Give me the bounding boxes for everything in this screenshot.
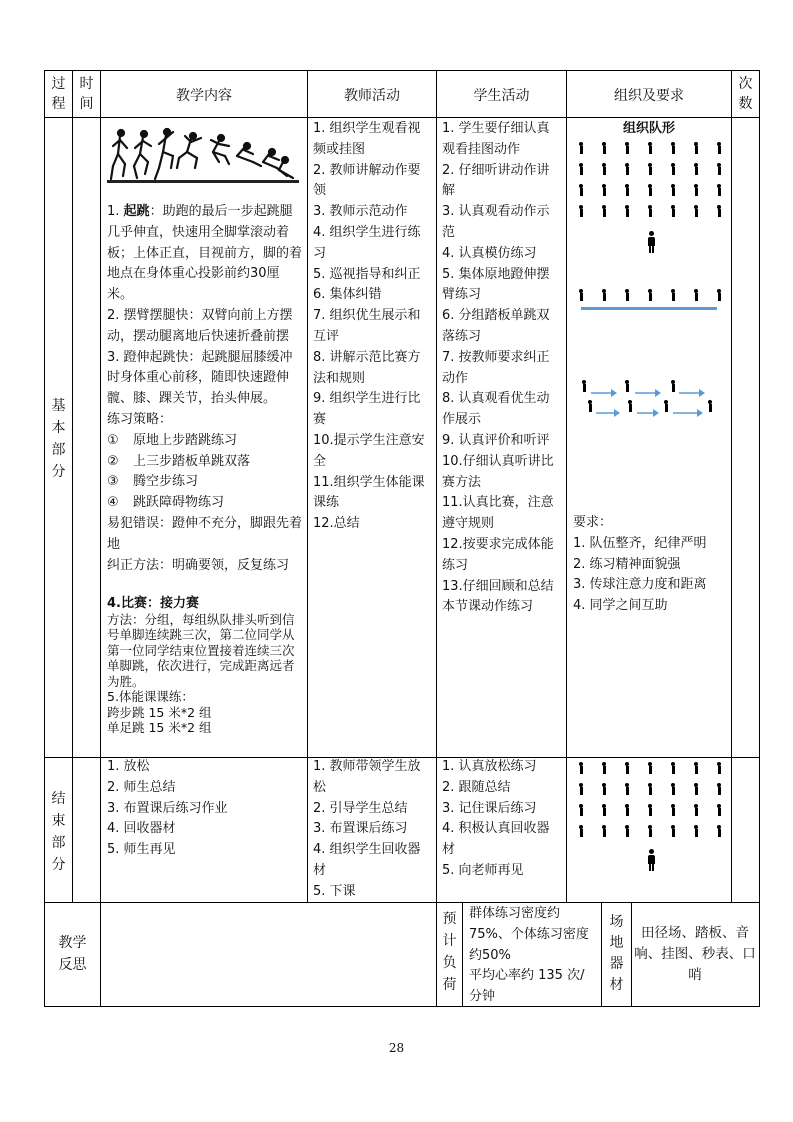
load-info (469, 904, 597, 1008)
content-item-2 (107, 306, 303, 348)
content-item-1-title: 起跳 (123, 204, 150, 219)
ending-teacher-item: 2. 引导学生总结 (313, 800, 408, 816)
student-item: 9. 认真评价和听评 (442, 432, 550, 448)
strategy-4 (107, 493, 303, 514)
student-figure (716, 783, 722, 795)
basic-section-label (45, 395, 72, 483)
load-text: 群体练习密度约75%、个体练习密度约50% (469, 906, 589, 963)
match-text: 方法：分组，每组纵队排头听到信号单脚连续跳三次，第二位同学从第一位同学结束位置接着连续三次单脚跳，依次进行，完成距离远者为胜。 (107, 611, 295, 689)
fitness-1: 跨步跳 15 米*2 组 (107, 704, 212, 720)
student-figure (670, 762, 676, 774)
student-figure (670, 783, 676, 795)
student-figure (647, 825, 653, 837)
student-item: 11.认真比赛，注意遵守规则 (442, 495, 554, 532)
strategy-label: 练习策略： (107, 411, 173, 427)
student-figure (716, 142, 722, 154)
student-figure (624, 289, 630, 301)
basic-teacher-list (313, 119, 431, 535)
basic-match (107, 596, 303, 736)
ending-section-label (45, 788, 72, 876)
student-figure (647, 289, 653, 301)
student-figure (716, 825, 722, 837)
student-figure (624, 825, 630, 837)
student-figure (647, 762, 653, 774)
content-item-2-num: 2. (107, 307, 124, 323)
header-organization: 组织及要求 (614, 88, 684, 104)
arrow-icon (673, 402, 703, 410)
ending-content-item: 3. 布置课后练习作业 (107, 800, 228, 816)
page-number: 28 (388, 1041, 405, 1055)
ending-content-item: 5. 师生再见 (107, 842, 176, 858)
student-figure (601, 762, 607, 774)
student-figure (647, 205, 653, 217)
ending-student-item: 5. 向老师再见 (442, 862, 524, 878)
header-count-text: 次数 (738, 76, 753, 112)
student-figure (601, 825, 607, 837)
student-figure (601, 184, 607, 196)
teacher-item: 11.组织学生体能课课练 (313, 474, 425, 511)
teacher-item: 3. 教师示范动作 (313, 204, 408, 220)
arrow-icon (635, 382, 661, 390)
teacher-item: 2. 教师讲解动作要领 (313, 162, 421, 199)
student-figure (578, 205, 584, 217)
fitness-title: 5.体能课课练： (107, 689, 194, 704)
req-item: 2. 练习精神面貌强 (573, 556, 681, 572)
ending-student-item: 2. 跟随总结 (442, 779, 511, 795)
ending-content-item: 1. 放松 (107, 759, 150, 774)
student-figure (647, 163, 653, 175)
strategy-1 (107, 431, 303, 452)
strategy-2 (107, 452, 303, 473)
ending-section-label-text: 结束部分 (51, 791, 66, 873)
teacher-item: 6. 集体纠错 (313, 287, 382, 303)
student-item: 2. 仔细听讲动作讲解 (442, 162, 550, 199)
student-figure (670, 142, 676, 154)
arrow-icon (637, 402, 659, 410)
student-figure (624, 783, 630, 795)
teacher-item: 10.提示学生注意安全 (313, 432, 425, 469)
student-figure (693, 205, 699, 217)
student-figure (670, 289, 676, 301)
header-student: 学生活动 (473, 88, 530, 104)
ending-teacher-item: 4. 组织学生回收器材 (313, 842, 421, 878)
student-figure (601, 783, 607, 795)
student-figure (578, 804, 584, 816)
teacher-item: 4. 组织学生进行练习 (313, 224, 421, 261)
fix-text: 纠正方法：明确要领，反复练习 (107, 557, 290, 573)
long-jump-illustration (107, 124, 299, 184)
ending-student-list (442, 757, 562, 882)
reflection-label-text: 教学反思 (58, 935, 87, 973)
student-figure (670, 804, 676, 816)
student-figure (670, 825, 676, 837)
student-figure (624, 762, 630, 774)
content-item-1-num: 1. (107, 204, 124, 219)
student-item: 6. 分组踏板单跳双落练习 (442, 308, 550, 344)
teacher-figure (646, 231, 656, 253)
student-figure (578, 289, 584, 301)
student-item: 4. 认真模仿练习 (442, 245, 537, 261)
student-figure (624, 163, 630, 175)
student-figure (716, 289, 722, 301)
student-figure (707, 400, 713, 412)
student-figure (716, 762, 722, 774)
student-figure (670, 163, 676, 175)
student-figure (578, 783, 584, 795)
student-figure (693, 825, 699, 837)
ending-teacher-item: 5. 下课 (313, 883, 356, 899)
heart-rate: 平均心率约 135 次/分钟 (469, 968, 585, 1005)
org-title: 组织队形 (622, 121, 675, 136)
ending-student-item: 1. 认真放松练习 (442, 759, 537, 774)
student-figure (693, 163, 699, 175)
student-item: 10.仔细认真听讲比赛方法 (442, 453, 554, 490)
ending-student-item: 3. 记住课后练习 (442, 800, 537, 816)
student-figure (693, 783, 699, 795)
student-figure (624, 184, 630, 196)
teacher-item: 1. 组织学生观看视频或挂图 (313, 121, 421, 157)
student-item: 13.仔细回顾和总结本节课动作练习 (442, 578, 554, 615)
fitness-2: 单足跳 15 米*2 组 (107, 720, 212, 735)
student-item: 12.按要求完成体能练习 (442, 536, 554, 573)
student-figure (693, 142, 699, 154)
teacher-item: 12.总结 (313, 516, 360, 532)
student-figure (578, 184, 584, 196)
header-time (73, 74, 100, 114)
arrow-icon (591, 382, 617, 390)
arrow-icon (679, 382, 705, 390)
student-item: 3. 认真观看动作示范 (442, 204, 550, 240)
student-figure (601, 163, 607, 175)
match-title: 4.比赛：接力赛 (107, 596, 199, 611)
student-figure (693, 762, 699, 774)
header-process (45, 74, 72, 114)
student-figure (670, 380, 676, 392)
basic-section-label-text: 基本部分 (51, 398, 66, 480)
header-process-text: 过程 (51, 76, 66, 112)
strategy-4-mark: ④ (107, 495, 119, 511)
student-figure (578, 825, 584, 837)
strategy-4-text: 跳跃障碍物练习 (133, 495, 225, 511)
student-figure (647, 804, 653, 816)
arrow-icon (596, 402, 620, 410)
header-count (732, 74, 759, 114)
student-figure (693, 184, 699, 196)
ending-teacher-item: 1. 教师带领学生放松 (313, 759, 421, 795)
strategy-1-text: 原地上步踏跳练习 (133, 432, 238, 448)
student-figure (670, 205, 676, 217)
header-content: 教学内容 (176, 88, 232, 104)
student-item: 1. 学生要仔细认真观看挂图动作 (442, 121, 550, 157)
ending-content-item: 4. 回收器材 (107, 821, 176, 837)
student-figure (716, 163, 722, 175)
header-teacher: 教师活动 (344, 88, 400, 104)
requirements (573, 513, 729, 617)
basic-content (107, 202, 303, 576)
venue-label (602, 912, 631, 996)
strategy-3-text: 腾空步练习 (133, 474, 199, 490)
student-figure (647, 184, 653, 196)
student-figure (624, 205, 630, 217)
student-figure (627, 400, 633, 412)
student-figure (693, 804, 699, 816)
student-figure (716, 184, 722, 196)
student-item: 5. 集体原地蹬伸摆臂练习 (442, 266, 550, 303)
ending-teacher-list (313, 757, 431, 903)
long-jump-figure (107, 124, 299, 184)
ending-content-item: 2. 师生总结 (107, 779, 176, 795)
student-figure (624, 380, 630, 392)
req-item: 4. 同学之间互助 (573, 598, 668, 614)
student-figure (624, 804, 630, 816)
student-item: 8. 认真观看优生动作展示 (442, 391, 550, 428)
strategy-3-mark: ③ (107, 474, 119, 490)
content-item-3-num: 3. (107, 349, 124, 365)
content-item-3-text: 蹬伸起跳快：起跳腿屈膝缓冲时身体重心前移，随即快速蹬伸髋、膝、踝关节，抬头伸展。 (107, 349, 293, 407)
reflection-label (45, 932, 100, 976)
ending-teacher-item: 3. 布置课后练习 (313, 821, 408, 837)
student-figure (587, 400, 593, 412)
content-item-1 (107, 202, 303, 306)
load-label (437, 908, 462, 996)
venue-label-text: 场地器材 (609, 914, 624, 993)
student-figure (663, 400, 669, 412)
strategy-2-mark: ② (107, 453, 119, 469)
content-item-3 (107, 348, 303, 410)
student-figure (601, 205, 607, 217)
strategy-2-text: 上三步踏板单跳双落 (133, 453, 251, 469)
teacher-item: 8. 讲解示范比赛方法和规则 (313, 349, 421, 386)
student-figure (578, 762, 584, 774)
student-figure (581, 380, 587, 392)
student-figure (578, 142, 584, 154)
teacher-figure (646, 849, 656, 871)
student-figure (693, 289, 699, 301)
student-figure (647, 142, 653, 154)
student-figure (601, 142, 607, 154)
start-line (581, 307, 717, 310)
student-figure (647, 783, 653, 795)
req-item: 1. 队伍整齐，纪律严明 (573, 535, 707, 551)
student-figure (716, 205, 722, 217)
req-label: 要求： (573, 515, 613, 530)
student-item: 7. 按教师要求纠正动作 (442, 349, 550, 386)
formation-diagram-ending (567, 757, 731, 902)
basic-student-list (442, 119, 562, 618)
ending-student-item: 4. 积极认真回收器材 (442, 821, 550, 858)
teacher-item: 5. 巡视指导和纠正 (313, 266, 421, 282)
req-item: 3. 传球注意力度和距离 (573, 577, 707, 593)
content-item-1-text: ：助跑的最后一步起跳腿几乎伸直，快速用全脚掌滚动着板；上体正直，目视前方，脚的着地点在身体重心投影前约30厘米。 (107, 204, 303, 303)
teacher-item: 7. 组织优生展示和互评 (313, 308, 421, 344)
load-label-text: 预计负荷 (442, 911, 457, 993)
student-figure (578, 163, 584, 175)
student-figure (601, 804, 607, 816)
header-time-text: 时间 (79, 76, 94, 112)
venue-text: 田径场、踏板、音响、挂图、秒表、口哨 (634, 925, 756, 983)
student-figure (624, 142, 630, 154)
teacher-item: 9. 组织学生进行比赛 (313, 391, 421, 428)
student-figure (716, 804, 722, 816)
student-figure (670, 184, 676, 196)
content-item-2-text: 摆臂摆腿快：双臂向前上方摆动，摆动腿离地后快速折叠前摆 (107, 307, 293, 344)
strategy-1-mark: ① (107, 432, 119, 448)
student-figure (601, 289, 607, 301)
strategy-3 (107, 472, 303, 493)
ending-content-list (107, 757, 303, 861)
error-text: 易犯错误：蹬伸不充分，脚跟先着地 (107, 515, 303, 552)
